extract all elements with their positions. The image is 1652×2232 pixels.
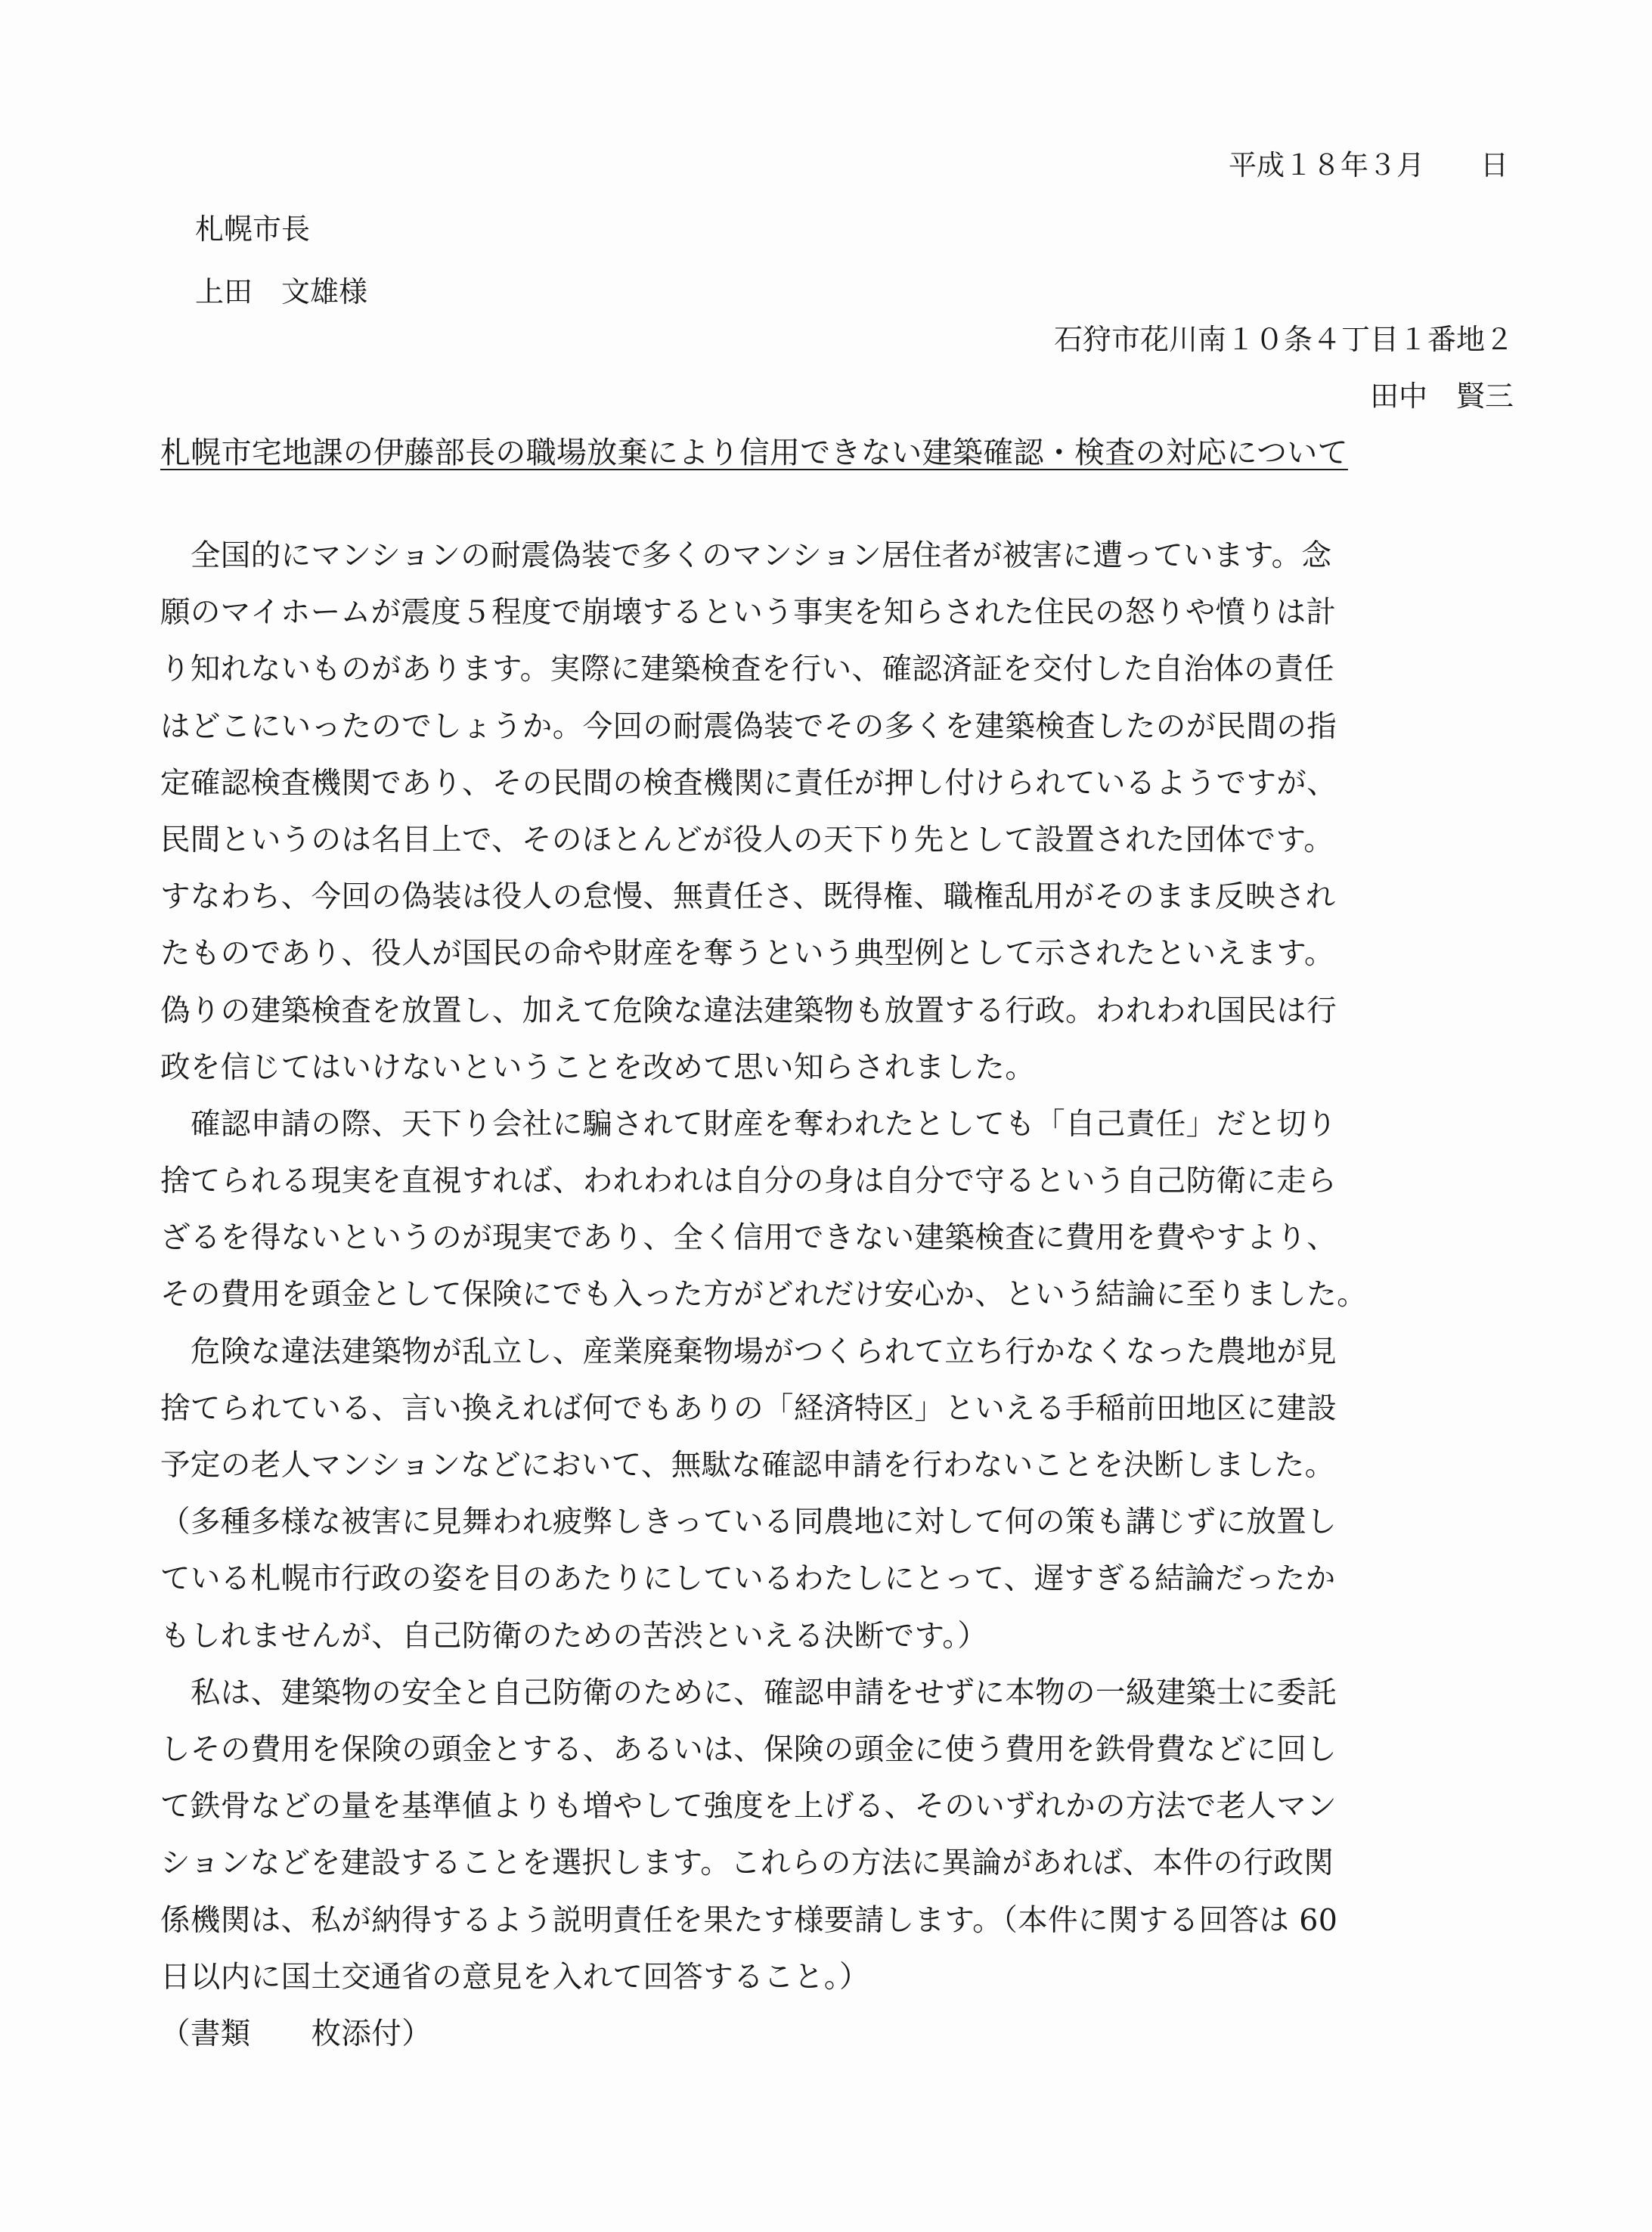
body-line: もしれませんが、自己防衛のための苦渋といえる決断です。）	[160, 1618, 988, 1654]
body-line: ざるを得ないというのが現実であり、全く信用できない建築検査に費用を費やすより、	[160, 1220, 1337, 1256]
sender-address: 石狩市花川南１０条４丁目１番地２	[1053, 323, 1514, 356]
body-line: 係機関は、私が納得するよう説明責任を果たす様要請します。（本件に関する回答は 60	[160, 1902, 1338, 1938]
body-line: 危険な違法建築物が乱立し、産業廃棄物場がつくられて立ち行かなくなった農地が見	[160, 1334, 1337, 1369]
body-line: 偽りの建築検査を放置し、加えて危険な違法建築物も放置する行政。われわれ国民は行	[160, 993, 1337, 1028]
body-line: 予定の老人マンションなどにおいて、無駄な確認申請を行わないことを決断しました。	[160, 1448, 1335, 1483]
letter-body	[160, 528, 1510, 2063]
enclosure-note: （書類 枚添付）	[160, 2016, 432, 2051]
recipient-name: 上田 文雄様	[195, 275, 368, 308]
body-line: ている札幌市行政の姿を目のあたりにしているわたしにとって、遅すぎる結論だったか	[160, 1561, 1336, 1597]
body-line: 日以内に国土交通省の意見を入れて回答すること。）	[160, 1959, 869, 1995]
body-line: 政を信じてはいけないということを改めて思い知らされました。	[160, 1049, 1036, 1085]
body-line: 捨てられている、言い換えれば何でもありの「経済特区」といえる手稲前田地区に建設	[160, 1390, 1337, 1426]
body-line: 全国的にマンションの耐震偽装で多くのマンション居住者が被害に遭っています。念	[160, 538, 1332, 573]
body-line: その費用を頭金として保険にでも入った方がどれだけ安心か、という結論に至りました。	[160, 1277, 1367, 1313]
body-line: 民間というのは名目上で、そのほとんどが役人の天下り先として設置された団体です。	[160, 822, 1334, 857]
body-line: 捨てられる現実を直視すれば、われわれは自分の身は自分で守るという自己防衛に走ら	[160, 1164, 1337, 1199]
body-line: 確認申請の際、天下り会社に騙されて財産を奪われたとしても「自己責任」だと切り	[160, 1106, 1337, 1142]
body-line: ションなどを建設することを選択します。これらの方法に異論があれば、本件の行政関	[160, 1846, 1334, 1881]
body-line: すなわち、今回の偽装は役人の怠慢、無責任さ、既得権、職権乱用がそのまま反映され	[160, 879, 1336, 915]
recipient-title: 札幌市長	[195, 212, 311, 246]
body-line: しその費用を保険の頭金とする、あるいは、保険の頭金に使う費用を鉄骨費などに回し	[160, 1731, 1337, 1767]
body-line: 定確認検査機関であり、その民間の検査機関に責任が押し付けられているようですが、	[160, 765, 1337, 801]
body-line: 願のマイホームが震度５程度で崩壊するという事実を知らされた住民の怒りや憤りは計	[160, 595, 1337, 631]
sender-name: 田中 賢三	[1369, 380, 1514, 413]
body-line: はどこにいったのでしょうか。今回の耐震偽装でその多くを建築検査したのが民間の指	[160, 708, 1337, 744]
letter-subject: 札幌市宅地課の伊藤部長の職場放棄により信用できない建築確認・検査の対応について	[160, 436, 1348, 470]
letter-date: 平成１８年３月 日	[1229, 149, 1508, 181]
body-line: （多種多様な被害に見舞われ疲弊しきっている同農地に対して何の策も講じずに放置し	[160, 1505, 1337, 1540]
body-line: 私は、建築物の安全と自己防衛のために、確認申請をせずに本物の一級建築士に委託	[160, 1675, 1337, 1710]
body-line: り知れないものがあります。実際に建築検査を行い、確認済証を交付した自治体の責任	[160, 652, 1334, 687]
body-line: たものであり、役人が国民の命や財産を奪うという典型例として示されたといえます。	[160, 936, 1334, 972]
body-line: て鉄骨などの量を基準値よりも増やして強度を上げる、そのいずれかの方法で老人マン	[160, 1789, 1337, 1824]
